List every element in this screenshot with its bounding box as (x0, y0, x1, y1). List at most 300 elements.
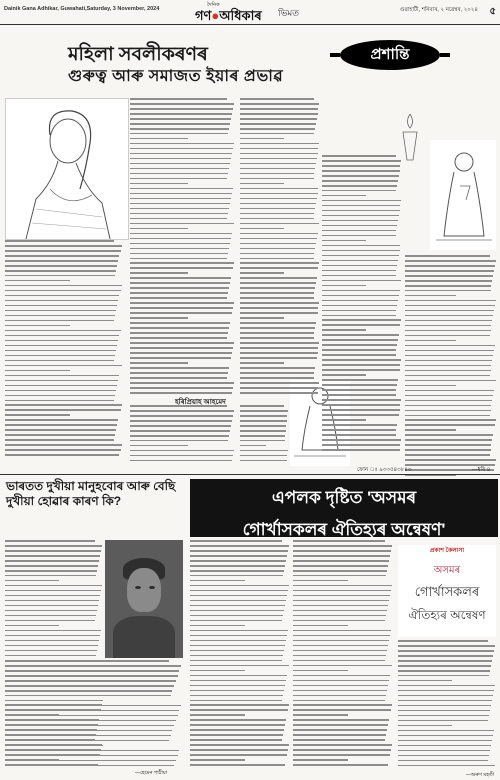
text-line (5, 710, 179, 712)
text-line (322, 305, 397, 307)
article-body-column (190, 540, 290, 772)
text-line (240, 362, 284, 364)
logo-part-a: গণ (195, 8, 212, 23)
text-line (405, 385, 456, 387)
text-line (240, 410, 288, 412)
text-line (405, 290, 491, 292)
text-line (398, 665, 491, 667)
text-line (322, 290, 400, 292)
text-line (130, 223, 234, 225)
text-line (130, 108, 233, 110)
text-line (5, 755, 178, 757)
text-line (130, 118, 231, 120)
text-line (240, 123, 316, 125)
text-line (240, 198, 317, 200)
text-line (405, 380, 496, 382)
child-face (127, 568, 161, 612)
text-line (293, 565, 388, 567)
text-line (5, 400, 114, 402)
text-line (190, 635, 287, 637)
masthead-english-date: Dainik Gana Adhikar, Guwahati,Saturday, 3 November, 2024 (4, 6, 160, 12)
page-number: ৫ (489, 6, 496, 17)
text-line (293, 595, 390, 597)
text-line (130, 302, 234, 304)
text-line (405, 335, 490, 337)
text-line (405, 310, 494, 312)
text-line (240, 327, 315, 329)
text-line (240, 392, 318, 394)
text-line (5, 655, 96, 657)
article-body-column (405, 255, 497, 495)
text-line (293, 545, 392, 547)
text-line (130, 362, 188, 364)
text-line (293, 560, 389, 562)
text-line (5, 255, 119, 257)
text-line (190, 545, 289, 547)
columnist-phone: ফোন ঃ ৯৩৩৫৪৩৮৪৩ (357, 467, 412, 473)
text-line (190, 575, 283, 577)
book-title-line-2: গোৰ্খাসকলৰ (414, 584, 480, 599)
text-line (130, 233, 232, 235)
text-line (190, 555, 287, 557)
text-line (130, 133, 228, 135)
text-line (293, 695, 386, 697)
text-line (322, 319, 401, 321)
text-line (398, 640, 488, 642)
text-line (322, 419, 366, 421)
text-line (5, 385, 117, 387)
text-line (293, 690, 387, 692)
article-body-column (322, 155, 402, 455)
text-line (240, 332, 314, 334)
text-line (5, 390, 116, 392)
text-line (240, 460, 287, 462)
text-line (5, 270, 116, 272)
text-line (398, 735, 493, 737)
text-line (322, 424, 397, 426)
text-line (240, 223, 319, 225)
text-line (240, 425, 286, 427)
masthead (0, 0, 500, 25)
text-line (398, 670, 490, 672)
text-line (293, 764, 388, 766)
article-headline-women-empowerment[interactable] (68, 44, 348, 88)
text-line (130, 282, 230, 284)
text-line (398, 725, 452, 727)
text-line (5, 414, 70, 416)
text-line (240, 233, 318, 235)
text-line (130, 287, 229, 289)
text-line (240, 203, 316, 205)
text-line (5, 700, 103, 702)
text-line (5, 395, 115, 397)
text-line (130, 317, 188, 319)
text-line (5, 615, 96, 617)
text-line (405, 449, 491, 451)
text-line (190, 565, 285, 567)
text-line (5, 419, 118, 421)
text-line (293, 645, 388, 647)
text-line (293, 550, 391, 552)
text-line (240, 377, 314, 379)
text-line (240, 188, 318, 190)
woman-sketch-icon (6, 99, 128, 239)
text-line (405, 325, 491, 327)
text-line (5, 715, 178, 717)
text-line (190, 685, 285, 687)
text-line (240, 128, 315, 130)
article-body-column (130, 405, 235, 465)
text-line (293, 709, 391, 711)
text-line (322, 235, 396, 237)
text-line (322, 165, 400, 167)
text-line (240, 287, 315, 289)
section-divider (0, 474, 500, 475)
text-line (130, 445, 188, 447)
text-line (293, 610, 387, 612)
child-eye-left (135, 586, 141, 589)
text-line (130, 103, 234, 105)
text-line (293, 590, 391, 592)
text-line (322, 414, 399, 416)
text-line (5, 570, 97, 572)
text-line (130, 312, 232, 314)
text-line (5, 705, 181, 707)
text-line (240, 322, 316, 324)
text-line (293, 620, 385, 622)
text-line (130, 168, 229, 170)
text-line (130, 357, 231, 359)
text-line (398, 680, 452, 682)
text-line (130, 198, 231, 200)
text-line (5, 585, 102, 587)
text-line (130, 352, 232, 354)
text-line (240, 193, 318, 195)
text-line (130, 163, 230, 165)
text-line (5, 300, 118, 302)
text-line (240, 357, 317, 359)
text-line (322, 245, 400, 247)
text-line (5, 720, 176, 722)
text-line (5, 250, 121, 252)
text-line (293, 749, 391, 751)
text-line (130, 248, 229, 250)
text-line (240, 218, 314, 220)
text-line (5, 360, 114, 362)
text-line (5, 625, 59, 627)
text-line (322, 409, 400, 411)
text-line (5, 635, 100, 637)
text-line (5, 295, 119, 297)
text-line (405, 260, 496, 262)
text-line (5, 265, 117, 267)
text-line (5, 550, 101, 552)
text-line (190, 595, 287, 597)
text-line (240, 148, 318, 150)
child-eye-right (149, 586, 155, 589)
text-line (190, 660, 282, 662)
article-body-column (293, 540, 393, 772)
text-line (190, 695, 283, 697)
text-line (398, 760, 488, 762)
text-line (240, 153, 318, 155)
text-line (240, 347, 318, 349)
text-line (405, 360, 492, 362)
text-line (405, 390, 494, 392)
text-line (5, 365, 122, 367)
text-line (322, 300, 398, 302)
text-line (398, 730, 494, 732)
text-line (293, 714, 348, 716)
text-line (240, 415, 287, 417)
article-body-column (5, 240, 123, 462)
text-line (398, 765, 495, 767)
text-line (293, 704, 392, 706)
text-line (293, 724, 388, 726)
text-line (322, 334, 399, 336)
text-line (405, 270, 494, 272)
text-line (130, 188, 233, 190)
text-line (190, 764, 285, 766)
text-line (398, 690, 494, 692)
text-line (405, 300, 496, 302)
reviewer-name: —অৰুণ মহতী (465, 772, 494, 778)
text-line (130, 430, 230, 432)
text-line (5, 695, 171, 697)
text-line (322, 225, 397, 227)
text-line (5, 675, 178, 677)
text-line (130, 262, 234, 264)
text-line (293, 719, 389, 721)
text-line (5, 449, 121, 451)
text-line (405, 424, 495, 426)
text-line (240, 342, 319, 344)
text-line (293, 555, 390, 557)
text-line (405, 410, 491, 412)
text-line (130, 203, 230, 205)
text-line (405, 464, 495, 466)
text-line (130, 297, 227, 299)
text-line (398, 700, 492, 702)
text-line (5, 645, 98, 647)
text-line (405, 315, 493, 317)
text-line (322, 220, 398, 222)
text-line (5, 540, 95, 542)
text-line (293, 540, 385, 542)
text-line (5, 310, 116, 312)
text-line (130, 420, 232, 422)
text-line (240, 372, 314, 374)
text-line (190, 754, 287, 756)
text-line (5, 670, 179, 672)
text-line (130, 143, 234, 145)
text-line (322, 315, 396, 317)
text-line (240, 450, 288, 452)
logo-dot: ● (211, 8, 220, 23)
article-writer: —হেমেন পাঠীয়া (135, 770, 168, 776)
text-line (5, 665, 181, 667)
text-line (5, 730, 172, 732)
text-line (240, 228, 284, 230)
book-review-banner[interactable] (190, 479, 498, 537)
text-line (5, 240, 114, 242)
text-line (130, 292, 228, 294)
logo-name (195, 7, 262, 28)
text-line (130, 337, 227, 339)
text-line (130, 113, 232, 115)
text-line (190, 645, 285, 647)
text-line (293, 734, 386, 736)
text-line (130, 455, 233, 457)
text-line (240, 307, 318, 309)
text-line (293, 670, 348, 672)
text-line (190, 610, 284, 612)
text-line (398, 710, 490, 712)
text-line (5, 545, 102, 547)
book-title-line-3: ঐতিহ্যৰ অন্বেষণ (408, 608, 486, 622)
text-line (190, 605, 285, 607)
text-line (240, 173, 314, 175)
text-line (130, 123, 230, 125)
text-line (322, 369, 400, 371)
text-line (240, 248, 315, 250)
text-line (405, 375, 490, 377)
text-line (5, 424, 117, 426)
text-line (405, 350, 494, 352)
text-line (322, 404, 400, 406)
text-line (293, 615, 386, 617)
text-line (405, 320, 492, 322)
text-line (5, 404, 122, 406)
text-line (293, 655, 386, 657)
text-line (130, 258, 227, 260)
text-line (5, 345, 117, 347)
text-line (130, 243, 230, 245)
text-line (190, 570, 284, 572)
text-line (405, 405, 491, 407)
text-line (293, 729, 387, 731)
text-line (190, 739, 282, 741)
text-line (405, 395, 493, 397)
text-line (293, 635, 390, 637)
text-line (322, 429, 396, 431)
text-line (240, 420, 287, 422)
text-line (322, 260, 398, 262)
text-line (5, 355, 115, 357)
text-line (398, 645, 495, 647)
text-line (5, 685, 174, 687)
text-line (322, 285, 366, 287)
text-line (322, 185, 397, 187)
masthead-assamese-date: গুৱাহাটী, শনিবাৰ, ২ নৱেম্বৰ, ২০২৪ (399, 7, 478, 13)
text-line (190, 600, 286, 602)
text-line (130, 138, 188, 140)
text-line (293, 640, 389, 642)
text-line (130, 372, 228, 374)
text-line (130, 253, 228, 255)
text-line (5, 740, 169, 742)
text-line (190, 620, 282, 622)
text-line (240, 440, 285, 442)
text-line (5, 580, 59, 582)
text-line (322, 265, 397, 267)
text-line (130, 228, 188, 230)
text-line (322, 180, 398, 182)
text-line (190, 650, 284, 652)
text-line (322, 310, 396, 312)
text-line (130, 425, 231, 427)
text-line (130, 238, 231, 240)
text-line (322, 255, 399, 257)
text-line (405, 434, 493, 436)
text-line (405, 365, 491, 367)
article-author: হৰিপ্ৰিয়াহ আহমেদ (175, 399, 226, 406)
text-line (5, 745, 103, 747)
text-line (5, 290, 121, 292)
text-line (240, 405, 284, 407)
text-line (293, 630, 391, 632)
continued-note: —ধৰি ৪ (472, 467, 491, 473)
text-line (322, 374, 366, 376)
text-line (190, 724, 285, 726)
headline-line-1: মহিলা সবলীকৰণৰ (68, 44, 208, 65)
child-photo (105, 540, 183, 658)
text-line (130, 148, 233, 150)
text-line (405, 340, 456, 342)
text-line (5, 325, 70, 327)
text-line (405, 419, 496, 421)
text-line (322, 349, 396, 351)
text-line (5, 350, 116, 352)
text-line (130, 415, 233, 417)
text-line (405, 400, 492, 402)
text-line (190, 630, 288, 632)
text-line (293, 685, 388, 687)
text-line (240, 317, 284, 319)
text-line (405, 355, 493, 357)
text-line (293, 585, 392, 587)
text-line (405, 295, 456, 297)
text-line (5, 429, 116, 431)
text-line (130, 460, 232, 462)
text-line (398, 745, 491, 747)
text-line (130, 332, 228, 334)
text-line (5, 439, 114, 441)
text-line (293, 660, 385, 662)
text-line (322, 354, 396, 356)
text-line (130, 392, 232, 394)
headline-line-2: গুৰুত্ব আৰু সমাজত ইয়াৰ প্ৰভাৱ (68, 68, 284, 85)
text-line (322, 270, 396, 272)
banner-line-2: গোৰ্খাসকলৰ ঐতিহ্যৰ অন্বেষণ' (242, 520, 446, 539)
text-line (130, 387, 233, 389)
book-publisher: প্ৰকাশ কৈলাসা (429, 548, 465, 554)
text-line (240, 292, 314, 294)
article-headline-poverty[interactable]: ভাৰতত দুখীয়া মানুহবোৰ আৰু বেছি দুখীয়া হোৱাৰ কাৰণ কি? (6, 479, 176, 508)
text-line (240, 435, 285, 437)
text-line (293, 570, 387, 572)
text-line (240, 282, 316, 284)
text-line (130, 322, 230, 324)
text-line (240, 103, 319, 105)
text-line (322, 160, 401, 162)
text-line (130, 153, 232, 155)
text-line (5, 760, 176, 762)
text-line (293, 600, 389, 602)
section-name: ভিমত (278, 8, 300, 18)
text-line (240, 367, 315, 369)
text-line (293, 575, 386, 577)
